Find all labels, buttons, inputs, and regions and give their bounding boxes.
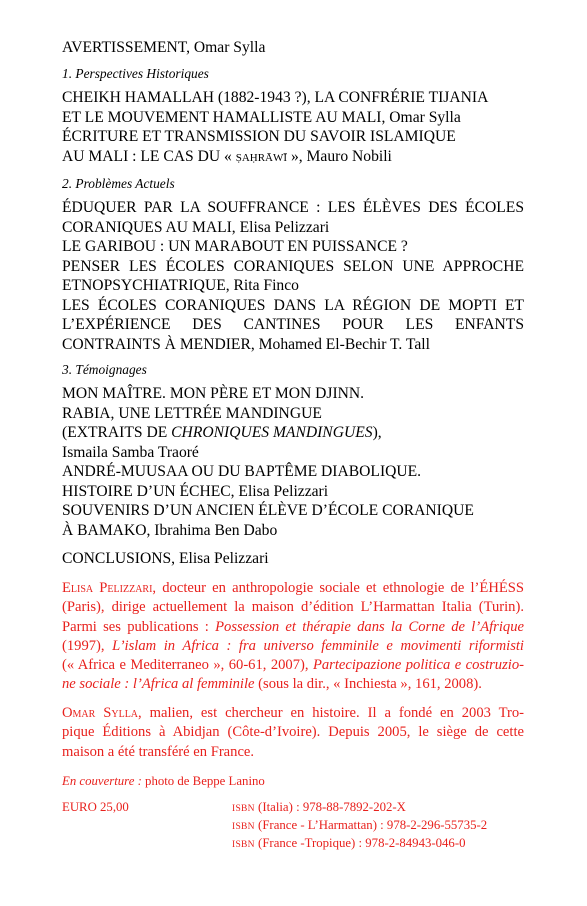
author-name: Omar Sylla <box>62 705 139 721</box>
toc-line: AU MALI : LE CAS DU « ṢAḤRĀWĪ », Mauro Nobili <box>62 147 392 165</box>
author-bio-sylla <box>62 704 524 762</box>
toc-line: ÉCRITURE ET TRANSMISSION DU SAVOIR ISLAMIQUE <box>62 128 456 145</box>
section-1-entries <box>62 88 524 168</box>
toc-line: LE GARIBOU : UN MARABOUT EN PUISSANCE ? <box>62 238 408 255</box>
toc-line: RABIA, UNE LETTRÉE MANDINGUE <box>62 404 322 422</box>
price: EURO 25,00 <box>62 800 129 814</box>
toc-conclusions: CONCLUSIONS, Elisa Pelizzari <box>62 550 269 567</box>
toc-line: LES ÉCOLES CORANIQUES DANS LA RÉGION DE MOPTI ET <box>62 296 524 314</box>
cover-text: photo de Beppe Lanino <box>141 774 265 788</box>
section-heading-2: 2. Problèmes Actuels <box>62 176 175 191</box>
author-bio-pelizzari <box>62 579 524 695</box>
bio-line: (« Africa e Mediterraneo », 60-61, 2007), Partecipazione politica e costruzio- <box>62 657 524 674</box>
toc-line: À BAMAKO, Ibrahima Ben Dabo <box>62 521 278 539</box>
isbn-line: ISBN (Italia) : 978-88-7892-202-X <box>232 800 406 814</box>
section-3-entries <box>62 384 524 540</box>
isbn-line: ISBN (France - L’Harmattan) : 978-2-296-55735-2 <box>232 818 488 832</box>
table-of-contents <box>62 38 524 569</box>
author-name: Elisa Pelizzari <box>62 580 153 596</box>
toc-line: SOUVENIRS D’UN ANCIEN ÉLÈVE D’ÉCOLE CORANIQUE <box>62 502 474 519</box>
cover-credit <box>62 773 524 789</box>
bio-line: (1997), L’islam in Africa : fra universo femminile e movimenti riformisti <box>62 637 524 654</box>
bio-line: Elisa Pelizzari, docteur en anthropologie sociale et ethnologie de l’ÉHÉSS <box>62 580 524 596</box>
toc-warning: AVERTISSEMENT, Omar Sylla <box>62 39 266 56</box>
section-2-entries <box>62 198 524 354</box>
bio-line: pique Éditions à Abidjan (Côte-d’Ivoire). Depuis 2005, le siège de cette <box>62 724 524 741</box>
toc-line: HISTOIRE D’UN ÉCHEC, Elisa Pelizzari <box>62 482 329 500</box>
isbn-line: ISBN (France -Tropique) : 978-2-84943-046-0 <box>232 836 466 850</box>
toc-line: ÉDUQUER PAR LA SOUFFRANCE : LES ÉLÈVES DES ÉCOLES <box>62 199 524 216</box>
bio-line: (Paris), dirige actuellement la maison d’édition L’Harmattan Italia (Turin). <box>62 599 524 616</box>
toc-line: Ismaila Samba Traoré <box>62 443 199 461</box>
toc-line: CORANIQUES AU MALI, Elisa Pelizzari <box>62 218 330 236</box>
toc-line: MON MAÎTRE. MON PÈRE ET MON DJINN. <box>62 385 365 402</box>
toc-line: CHEIKH HAMALLAH (1882-1943 ?), LA CONFRÉRIE TIJANIA <box>62 89 489 106</box>
toc-line: (EXTRAITS DE CHRONIQUES MANDINGUES), <box>62 424 382 441</box>
bio-line: Parmi ses publications : Possession et thérapie dans la Corne de l’Afrique <box>62 618 524 635</box>
bio-line: ne sociale : l’Africa al femminile (sous la dir., « Inchiesta », 161, 2008). <box>62 676 482 693</box>
section-heading-3: 3. Témoignages <box>62 362 147 377</box>
section-heading-1: 1. Perspectives Historiques <box>62 66 209 81</box>
toc-line: ETNOPSYCHIATRIQUE, Rita Finco <box>62 277 299 294</box>
cover-label: En couverture : <box>62 774 142 788</box>
bio-line: Omar Sylla, malien, est chercheur en histoire. Il a fondé en 2003 Tro- <box>62 705 525 721</box>
toc-line: ET LE MOUVEMENT HAMALLISTE AU MALI, Omar Sylla <box>62 108 461 126</box>
isbn-list <box>232 799 487 853</box>
toc-line: CONTRAINTS À MENDIER, Mohamed El-Bechir T. Tall <box>62 335 430 353</box>
toc-line: PENSER LES ÉCOLES CORANIQUES SELON UNE APPROCHE <box>62 257 524 275</box>
bio-line: maison a été transféré en France. <box>62 743 255 760</box>
toc-line: L’EXPÉRIENCE DES CANTINES POUR LES ENFANTS <box>62 316 524 333</box>
toc-line: ANDRÉ-MUUSAA OU DU BAPTÊME DIABOLIQUE. <box>62 463 422 480</box>
sahrawi-term: ṢAḤRĀWĪ <box>235 151 288 164</box>
